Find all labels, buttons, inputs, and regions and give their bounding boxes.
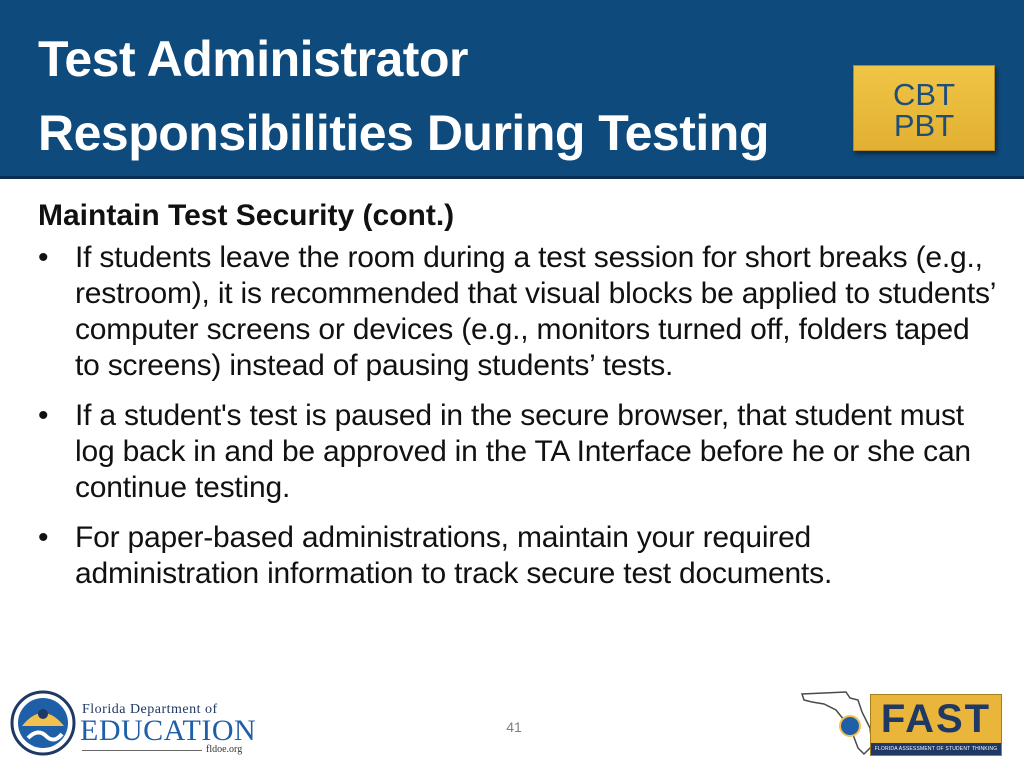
- page-number: 41: [506, 719, 522, 735]
- slide-header: [0, 0, 1024, 179]
- fast-logo: [800, 688, 1004, 760]
- badge-pbt-label: PBT: [893, 108, 955, 143]
- bullet-item: [38, 398, 998, 506]
- slide-title-line1: Test Administrator: [38, 31, 468, 87]
- fast-badge: [870, 694, 1002, 756]
- bullet-text: For paper-based administrations, maintain your required administration information to track secure test documents.: [75, 521, 833, 590]
- bullet-item: [38, 520, 998, 592]
- slide-title: [38, 22, 838, 170]
- org-name-line1: Florida Department of: [82, 702, 218, 717]
- bullet-list: [38, 240, 998, 592]
- slide-title-line2: Responsibilities During Testing: [38, 105, 769, 161]
- florida-seal-icon: [10, 690, 76, 756]
- fldoe-logo: [10, 688, 260, 758]
- bullet-text: If a student's test is paused in the secure browser, that student must log back in and be approved in the TA Interface before he or she can continue testing.: [75, 399, 971, 504]
- org-divider: [82, 750, 202, 751]
- org-name-line2: EDUCATION: [80, 714, 257, 747]
- fast-subtitle: FLORIDA ASSESSMENT OF STUDENT THINKING: [871, 743, 1001, 755]
- section-subheading: Maintain Test Security (cont.): [38, 199, 455, 232]
- bullet-dot: •: [38, 399, 49, 432]
- bullet-dot: •: [38, 521, 49, 554]
- bullet-item: [38, 240, 998, 384]
- bullet-text: If students leave the room during a test session for short breaks (e.g., restroom), it is recommended that visual blocks be applied to students’ computer screens or devices (e.g., monitors turned off, folders taped to screens) instead of pausing students’ tests.: [75, 241, 996, 382]
- cbt-pbt-badge: [853, 65, 995, 151]
- florida-map-icon: [800, 688, 880, 760]
- org-url: fldoe.org: [206, 744, 243, 755]
- bullet-dot: •: [38, 241, 49, 274]
- fast-title: FAST: [880, 697, 992, 741]
- slide-body: [38, 196, 998, 606]
- badge-cbt-label: CBT: [893, 77, 955, 112]
